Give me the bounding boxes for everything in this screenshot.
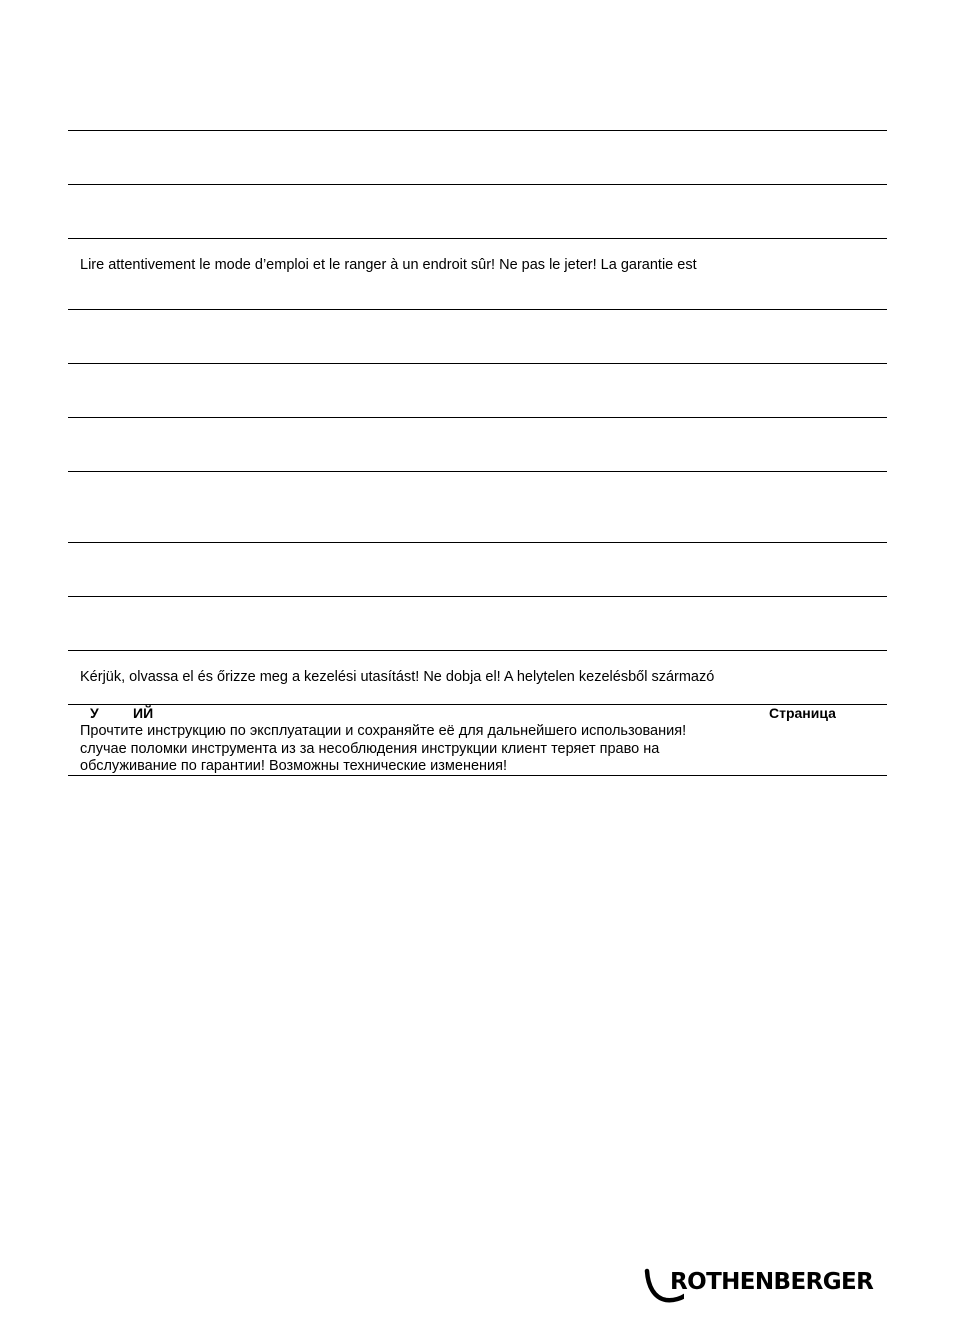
section-divider <box>68 184 887 185</box>
section-divider <box>68 238 887 239</box>
russian-notice-line: обслуживание по гарантии! Возможны технические изменения! <box>80 758 508 774</box>
section-divider <box>68 417 887 418</box>
brand-name: ROTHENBERGER <box>670 1269 874 1295</box>
french-notice: Lire attentivement le mode d’emploi et le ranger à un endroit sûr! Ne pas le jeter! La garantie est <box>80 257 697 273</box>
section-divider <box>68 542 887 543</box>
russian-header-fragment: У <box>90 705 99 721</box>
russian-header-fragment: ИЙ <box>133 705 154 721</box>
hungarian-notice: Kérjük, olvassa el és őrizze meg a kezelési utasítást! Ne dobja el! A helytelen kezelésből származó <box>80 669 715 685</box>
section-divider <box>68 363 887 364</box>
section-divider <box>68 309 887 310</box>
section-divider <box>68 704 887 705</box>
russian-notice-line: Прочтите инструкцию по эксплуатации и сохраняйте её для дальнейшего использования! <box>80 723 687 739</box>
page-column-header: Страница <box>769 705 836 721</box>
russian-notice-line: случае поломки инструмента из за несоблюдения инструкции клиент теряет право на <box>80 741 660 757</box>
brand-logo <box>644 1268 880 1304</box>
section-divider <box>68 596 887 597</box>
section-divider <box>68 650 887 651</box>
section-divider <box>68 130 887 131</box>
section-divider <box>68 775 887 776</box>
section-divider <box>68 471 887 472</box>
